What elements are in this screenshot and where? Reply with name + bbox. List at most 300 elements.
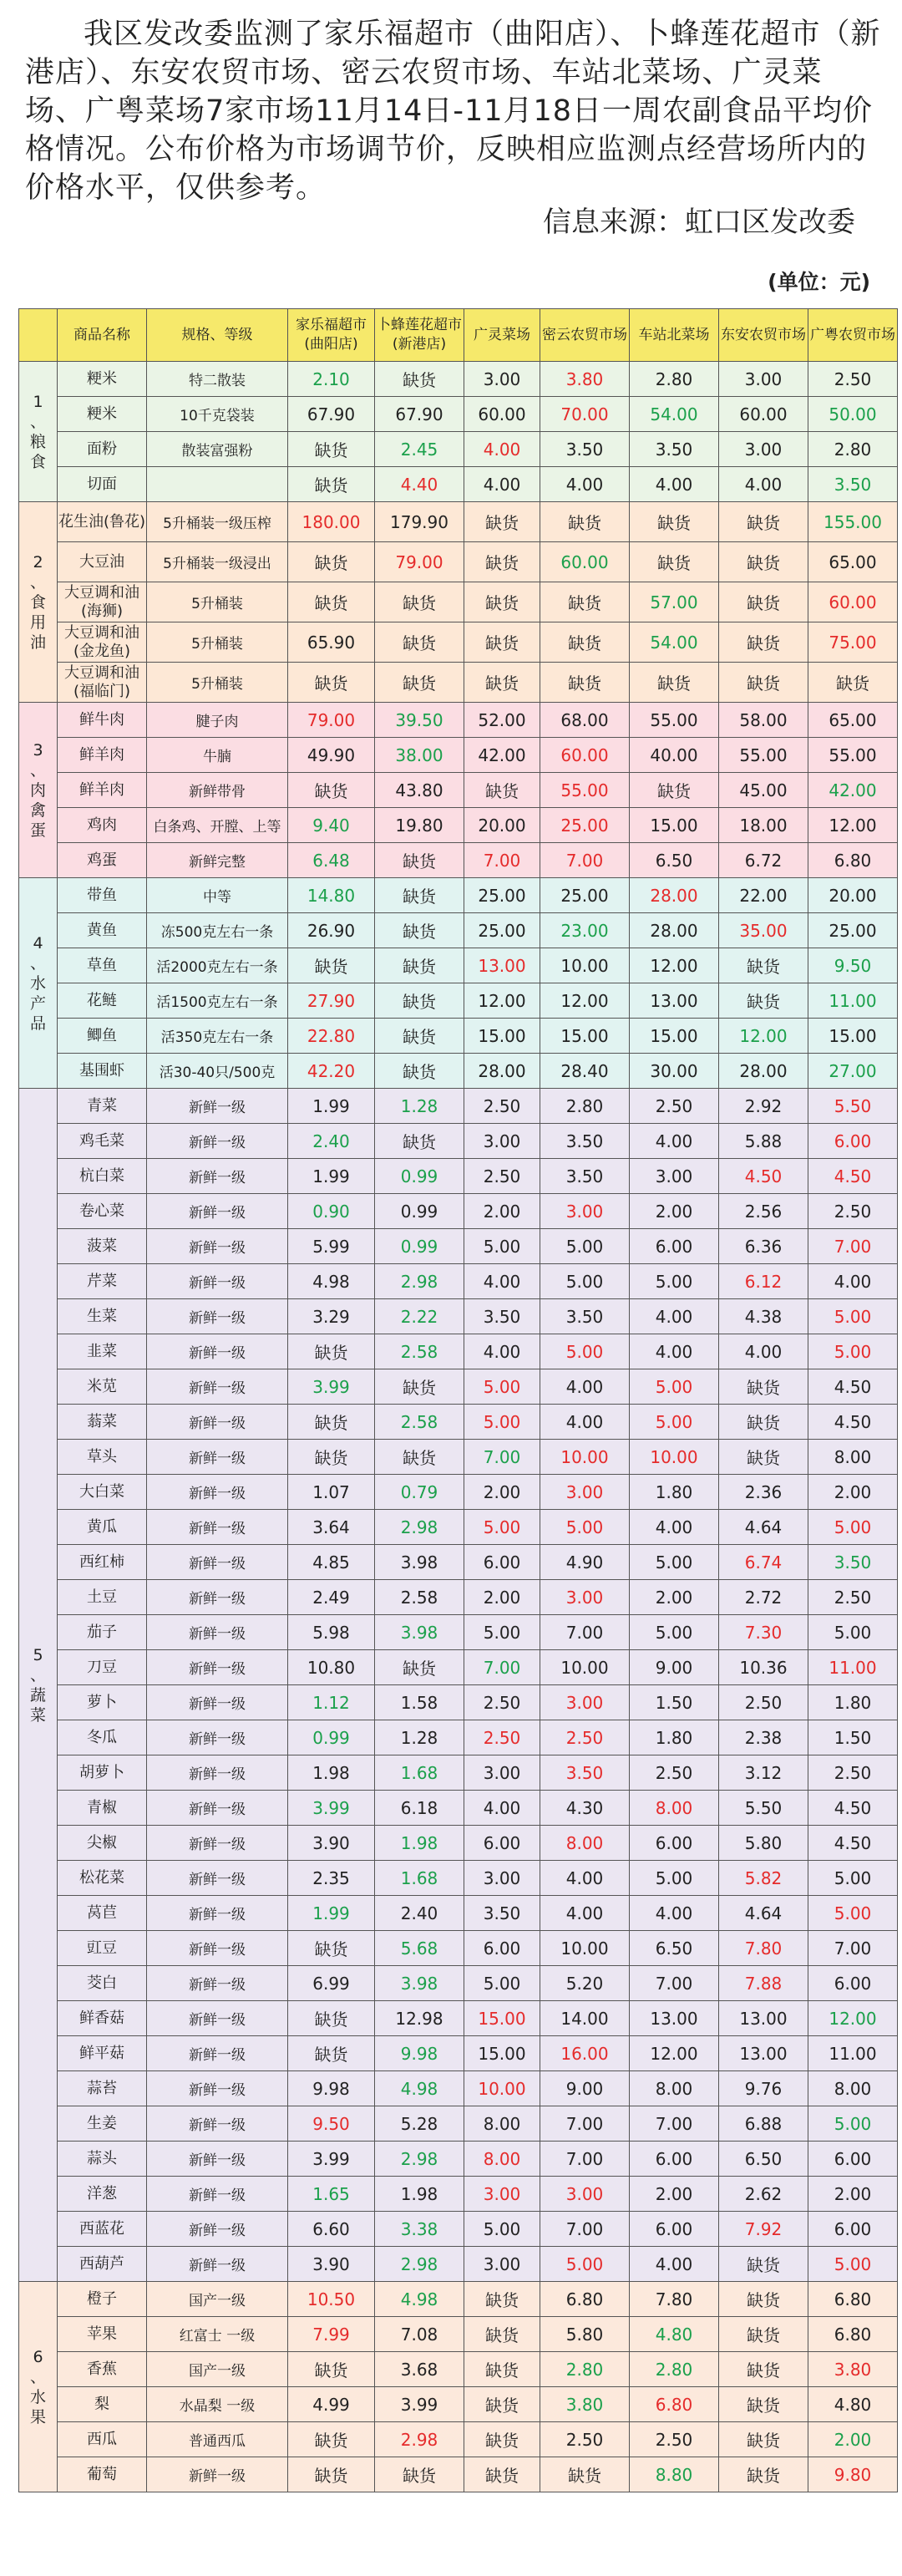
price-cell: 缺货 [375, 622, 464, 663]
item-name-cell: 鲜牛肉 [58, 703, 147, 738]
price-cell: 3.29 [288, 1299, 375, 1334]
table-row [19, 2177, 898, 2212]
price-cell: 缺货 [719, 582, 808, 622]
price-cell: 缺货 [464, 542, 540, 582]
price-cell: 3.00 [719, 432, 808, 467]
table-row [19, 1054, 898, 1089]
price-cell: 4.00 [540, 1369, 630, 1405]
spec-cell: 新鲜一级 [147, 1440, 288, 1475]
price-cell: 2.00 [464, 1580, 540, 1615]
item-name-cell: 生姜 [58, 2106, 147, 2142]
price-cell: 缺货 [288, 1334, 375, 1369]
price-cell: 19.80 [375, 808, 464, 843]
price-cell: 缺货 [540, 663, 630, 703]
price-cell: 1.99 [288, 1089, 375, 1124]
price-cell: 缺货 [719, 663, 808, 703]
price-cell: 4.40 [375, 467, 464, 502]
price-cell: 2.38 [719, 1720, 808, 1755]
price-cell: 15.00 [630, 808, 719, 843]
price-cell: 2.00 [808, 2422, 898, 2457]
price-cell: 2.80 [540, 1089, 630, 1124]
price-cell: 6.00 [808, 2142, 898, 2177]
price-cell: 缺货 [719, 2422, 808, 2457]
price-cell: 3.80 [540, 362, 630, 397]
price-cell: 10.00 [540, 1931, 630, 1966]
price-cell: 缺货 [464, 2387, 540, 2422]
item-name-cell: 草头 [58, 1440, 147, 1475]
price-cell: 缺货 [375, 582, 464, 622]
price-cell: 缺货 [288, 2001, 375, 2036]
price-cell: 缺货 [288, 773, 375, 808]
price-cell: 11.00 [808, 2036, 898, 2071]
table-row [19, 2247, 898, 2282]
item-name-cell: 茭白 [58, 1966, 147, 2001]
table-row [19, 2036, 898, 2071]
price-cell: 6.00 [464, 1826, 540, 1861]
category-label-char: 2 [33, 552, 43, 572]
table-row [19, 663, 898, 703]
price-cell: 13.00 [719, 2036, 808, 2071]
category-label-char: 、 [29, 1665, 46, 1684]
header-category [19, 309, 58, 362]
price-cell: 5.00 [630, 1405, 719, 1440]
price-cell: 2.00 [630, 2177, 719, 2212]
price-cell: 3.50 [808, 467, 898, 502]
table-row [19, 1124, 898, 1159]
spec-cell: 新鲜一级 [147, 1405, 288, 1440]
price-cell: 5.50 [719, 1791, 808, 1826]
item-name-cell: 橙子 [58, 2282, 147, 2317]
spec-cell: 新鲜一级 [147, 2001, 288, 2036]
price-cell: 5.00 [808, 1299, 898, 1334]
table-row [19, 1019, 898, 1054]
price-cell: 9.50 [808, 948, 898, 983]
price-cell: 20.00 [464, 808, 540, 843]
price-cell: 5.00 [630, 1369, 719, 1405]
price-cell: 6.00 [464, 1545, 540, 1580]
price-cell: 6.80 [540, 2282, 630, 2317]
price-cell: 2.58 [375, 1405, 464, 1440]
price-cell: 180.00 [288, 502, 375, 542]
category-label-char: 3 [33, 740, 43, 760]
price-cell: 4.00 [540, 1896, 630, 1931]
spec-cell: 腱子肉 [147, 703, 288, 738]
price-cell: 2.50 [540, 2422, 630, 2457]
price-cell: 9.76 [719, 2071, 808, 2106]
price-cell: 5.00 [540, 1229, 630, 1264]
price-cell: 15.00 [464, 1019, 540, 1054]
price-cell: 4.98 [375, 2282, 464, 2317]
price-cell: 4.50 [808, 1369, 898, 1405]
price-cell: 6.00 [630, 2212, 719, 2247]
item-name-cell: 西葫芦 [58, 2247, 147, 2282]
price-cell: 55.00 [719, 738, 808, 773]
price-cell: 1.07 [288, 1475, 375, 1510]
price-cell: 52.00 [464, 703, 540, 738]
category-label-char: 品 [29, 1014, 46, 1033]
price-cell: 13.00 [630, 2001, 719, 2036]
spec-cell: 新鲜一级 [147, 1615, 288, 1650]
price-cell: 2.92 [719, 1089, 808, 1124]
price-cell: 75.00 [808, 622, 898, 663]
price-cell: 7.88 [719, 1966, 808, 2001]
spec-cell: 红富士 一级 [147, 2317, 288, 2352]
price-cell: 3.00 [540, 1475, 630, 1510]
price-cell: 2.35 [288, 1861, 375, 1896]
price-cell: 缺货 [288, 948, 375, 983]
price-cell: 5.00 [630, 1545, 719, 1580]
price-cell: 7.00 [630, 2106, 719, 2142]
price-cell: 28.40 [540, 1054, 630, 1089]
item-name-cell: 蒜苔 [58, 2071, 147, 2106]
price-cell: 2.50 [630, 1755, 719, 1791]
price-cell: 68.00 [540, 703, 630, 738]
item-name-cell: 黄鱼 [58, 913, 147, 948]
price-cell: 54.00 [630, 397, 719, 432]
price-cell: 1.99 [288, 1896, 375, 1931]
price-cell: 3.50 [808, 1545, 898, 1580]
spec-cell: 新鲜一级 [147, 1720, 288, 1755]
price-cell: 4.38 [719, 1299, 808, 1334]
table-row [19, 1685, 898, 1720]
price-cell: 5.00 [464, 1229, 540, 1264]
price-cell: 5.00 [464, 2212, 540, 2247]
price-cell: 缺货 [288, 1931, 375, 1966]
table-row [19, 1089, 898, 1124]
price-cell: 4.00 [540, 467, 630, 502]
category-label-char: 肉 [29, 780, 46, 800]
table-row [19, 1896, 898, 1931]
price-cell: 3.90 [288, 1826, 375, 1861]
spec-cell: 新鲜一级 [147, 2177, 288, 2212]
price-cell: 13.00 [630, 983, 719, 1019]
category-label-char: 蔬 [29, 1685, 46, 1705]
price-cell: 6.00 [630, 1826, 719, 1861]
price-cell: 4.98 [288, 1264, 375, 1299]
spec-cell: 新鲜一级 [147, 1545, 288, 1580]
price-cell: 3.99 [375, 2387, 464, 2422]
price-cell: 15.00 [540, 1019, 630, 1054]
item-name-cell: 苹果 [58, 2317, 147, 2352]
price-table [18, 308, 898, 2492]
spec-cell: 新鲜一级 [147, 1966, 288, 2001]
price-cell: 1.98 [375, 1826, 464, 1861]
price-cell: 60.00 [540, 738, 630, 773]
price-cell: 缺货 [288, 432, 375, 467]
table-row [19, 1545, 898, 1580]
item-name-cell: 鸡毛菜 [58, 1124, 147, 1159]
item-name-cell: 杭白菜 [58, 1159, 147, 1194]
price-cell: 2.00 [464, 1475, 540, 1510]
category-cell [19, 1089, 58, 2282]
price-cell: 10.50 [288, 2282, 375, 2317]
price-cell: 2.80 [630, 2352, 719, 2387]
price-cell: 2.62 [719, 2177, 808, 2212]
price-cell: 3.00 [540, 1194, 630, 1229]
price-cell: 1.12 [288, 1685, 375, 1720]
price-cell: 缺货 [464, 2282, 540, 2317]
price-cell: 缺货 [375, 1369, 464, 1405]
table-row [19, 1299, 898, 1334]
price-cell: 缺货 [288, 2036, 375, 2071]
price-cell: 缺货 [719, 983, 808, 1019]
price-cell: 25.00 [464, 878, 540, 913]
price-cell: 5.28 [375, 2106, 464, 2142]
price-cell: 缺货 [719, 1440, 808, 1475]
price-cell: 14.00 [540, 2001, 630, 2036]
price-cell: 7.30 [719, 1615, 808, 1650]
table-row [19, 2457, 898, 2492]
price-cell: 20.00 [808, 878, 898, 913]
table-row [19, 542, 898, 582]
price-cell: 42.00 [464, 738, 540, 773]
price-cell: 1.28 [375, 1720, 464, 1755]
spec-cell [147, 467, 288, 502]
category-cell [19, 2282, 58, 2492]
table-row [19, 1966, 898, 2001]
item-name-cell: 卷心菜 [58, 1194, 147, 1229]
price-cell: 缺货 [630, 542, 719, 582]
price-cell: 4.30 [540, 1791, 630, 1826]
spec-cell: 特二散装 [147, 362, 288, 397]
price-cell: 10.36 [719, 1650, 808, 1685]
price-cell: 5.00 [540, 1334, 630, 1369]
info-source: 信息来源：虹口区发改委 [543, 206, 855, 239]
price-cell: 缺货 [288, 1440, 375, 1475]
price-cell: 3.50 [540, 1159, 630, 1194]
table-row [19, 432, 898, 467]
price-cell: 25.00 [808, 913, 898, 948]
price-cell: 25.00 [540, 808, 630, 843]
price-cell: 28.00 [464, 1054, 540, 1089]
spec-cell: 新鲜一级 [147, 2142, 288, 2177]
price-cell: 缺货 [288, 2422, 375, 2457]
price-cell: 6.80 [808, 2282, 898, 2317]
price-cell: 1.80 [808, 1685, 898, 1720]
price-cell: 5.00 [630, 1861, 719, 1896]
price-cell: 12.00 [630, 948, 719, 983]
price-cell: 缺货 [288, 542, 375, 582]
spec-cell: 新鲜一级 [147, 2106, 288, 2142]
item-name-cell: 大豆调和油(海狮) [58, 582, 147, 622]
price-cell: 2.50 [808, 1580, 898, 1615]
price-cell: 缺货 [464, 773, 540, 808]
price-cell: 2.00 [808, 2177, 898, 2212]
price-cell: 缺货 [719, 502, 808, 542]
spec-cell: 活30-40只/500克 [147, 1054, 288, 1089]
price-cell: 3.00 [464, 1755, 540, 1791]
price-cell: 57.00 [630, 582, 719, 622]
spec-cell: 新鲜一级 [147, 1650, 288, 1685]
price-cell: 10.00 [540, 948, 630, 983]
price-cell: 6.00 [464, 1931, 540, 1966]
price-cell: 缺货 [464, 2457, 540, 2492]
price-cell: 缺货 [288, 467, 375, 502]
table-row [19, 1650, 898, 1685]
table-row [19, 1580, 898, 1615]
price-cell: 9.40 [288, 808, 375, 843]
price-cell: 2.00 [630, 1580, 719, 1615]
item-name-cell: 蓊菜 [58, 1405, 147, 1440]
table-row [19, 1440, 898, 1475]
price-cell: 2.50 [464, 1685, 540, 1720]
price-cell: 8.80 [630, 2457, 719, 2492]
category-label-char: 4 [33, 933, 43, 953]
spec-cell: 新鲜一级 [147, 2212, 288, 2247]
price-cell: 2.56 [719, 1194, 808, 1229]
price-cell: 3.99 [288, 1369, 375, 1405]
price-cell: 7.00 [464, 1650, 540, 1685]
price-cell: 42.00 [808, 773, 898, 808]
category-label-char: 1 [33, 392, 43, 411]
price-cell: 3.99 [288, 1791, 375, 1826]
table-row [19, 2422, 898, 2457]
price-cell: 6.00 [808, 1124, 898, 1159]
spec-cell: 新鲜一级 [147, 1369, 288, 1405]
spec-cell: 活1500克左右一条 [147, 983, 288, 1019]
price-cell: 5.20 [540, 1966, 630, 2001]
item-name-cell: 花鲢 [58, 983, 147, 1019]
price-cell: 2.00 [630, 1194, 719, 1229]
price-cell: 4.98 [375, 2071, 464, 2106]
item-name-cell: 梨 [58, 2387, 147, 2422]
item-name-cell: 带鱼 [58, 878, 147, 913]
price-cell: 8.00 [808, 2071, 898, 2106]
price-cell: 缺货 [464, 2317, 540, 2352]
table-row [19, 1369, 898, 1405]
price-cell: 5.00 [464, 1615, 540, 1650]
category-label-char: 、 [29, 953, 46, 973]
spec-cell: 新鲜一级 [147, 1861, 288, 1896]
price-cell: 3.00 [464, 2177, 540, 2212]
table-row [19, 2001, 898, 2036]
price-cell: 5.68 [375, 1931, 464, 1966]
price-cell: 60.00 [808, 582, 898, 622]
header-guangyue: 广粤农贸市场 [808, 309, 898, 362]
price-cell: 缺货 [375, 1019, 464, 1054]
price-cell: 30.00 [630, 1054, 719, 1089]
price-cell: 155.00 [808, 502, 898, 542]
price-cell: 6.36 [719, 1229, 808, 1264]
price-cell: 79.00 [375, 542, 464, 582]
spec-cell: 水晶梨 一级 [147, 2387, 288, 2422]
table-row [19, 2282, 898, 2317]
category-label-char: 水 [29, 973, 46, 993]
price-cell: 79.00 [288, 703, 375, 738]
price-cell: 2.80 [540, 2352, 630, 2387]
price-cell: 2.98 [375, 2247, 464, 2282]
price-cell: 11.00 [808, 1650, 898, 1685]
table-row [19, 1405, 898, 1440]
price-cell: 2.00 [808, 1475, 898, 1510]
price-cell: 6.99 [288, 1966, 375, 2001]
price-cell: 2.45 [375, 432, 464, 467]
price-cell: 6.80 [808, 2317, 898, 2352]
category-label-char: 菜 [29, 1705, 46, 1725]
category-cell [19, 362, 58, 502]
category-label-char: 6 [33, 2347, 43, 2366]
price-cell: 55.00 [630, 703, 719, 738]
price-cell: 4.64 [719, 1510, 808, 1545]
header-dongan: 东安农贸市场 [719, 309, 808, 362]
price-cell: 3.50 [540, 432, 630, 467]
table-row [19, 622, 898, 663]
price-cell: 2.58 [375, 1580, 464, 1615]
item-name-cell: 洋葱 [58, 2177, 147, 2212]
price-cell: 缺货 [375, 2457, 464, 2492]
item-name-cell: 青椒 [58, 1791, 147, 1826]
price-cell: 6.50 [630, 843, 719, 878]
price-cell: 缺货 [540, 582, 630, 622]
spec-cell: 新鲜一级 [147, 2247, 288, 2282]
price-cell: 70.00 [540, 397, 630, 432]
table-row [19, 878, 898, 913]
item-name-cell: 香蕉 [58, 2352, 147, 2387]
price-cell: 67.90 [375, 397, 464, 432]
item-name-cell: 鸡蛋 [58, 843, 147, 878]
price-cell: 3.50 [630, 432, 719, 467]
table-row [19, 948, 898, 983]
price-cell: 28.00 [630, 913, 719, 948]
spec-cell: 新鲜一级 [147, 1685, 288, 1720]
price-cell: 1.80 [630, 1475, 719, 1510]
category-label-char: 、 [29, 412, 46, 431]
price-cell: 0.99 [375, 1194, 464, 1229]
price-cell: 2.50 [464, 1720, 540, 1755]
category-label-char: 、 [29, 2367, 46, 2386]
category-label-char: 5 [33, 1645, 43, 1664]
price-cell: 9.50 [288, 2106, 375, 2142]
spec-cell: 活350克左右一条 [147, 1019, 288, 1054]
table-body [19, 362, 898, 2492]
table-row [19, 582, 898, 622]
price-cell: 4.90 [540, 1545, 630, 1580]
spec-cell: 活2000克左右一条 [147, 948, 288, 983]
table-row [19, 397, 898, 432]
header-item-name: 商品名称 [58, 309, 147, 362]
price-cell: 2.98 [375, 1264, 464, 1299]
item-name-cell: 鲜平菇 [58, 2036, 147, 2071]
category-label-char: 、 [29, 572, 46, 592]
price-cell: 12.00 [719, 1019, 808, 1054]
table-row [19, 738, 898, 773]
price-cell: 6.00 [630, 2142, 719, 2177]
price-cell: 7.80 [630, 2282, 719, 2317]
price-cell: 10.00 [540, 1650, 630, 1685]
spec-cell: 新鲜带骨 [147, 773, 288, 808]
price-cell: 3.98 [375, 1615, 464, 1650]
item-name-cell: 土豆 [58, 1580, 147, 1615]
price-cell: 5.80 [540, 2317, 630, 2352]
price-cell: 缺货 [375, 843, 464, 878]
price-cell: 3.38 [375, 2212, 464, 2247]
price-cell: 5.50 [808, 1089, 898, 1124]
item-name-cell: 葡萄 [58, 2457, 147, 2492]
table-row [19, 1931, 898, 1966]
price-cell: 缺货 [288, 663, 375, 703]
item-name-cell: 西红柿 [58, 1545, 147, 1580]
price-cell: 7.00 [464, 843, 540, 878]
price-cell: 3.12 [719, 1755, 808, 1791]
price-cell: 3.80 [540, 2387, 630, 2422]
price-cell: 3.00 [464, 1861, 540, 1896]
item-name-cell: 基围虾 [58, 1054, 147, 1089]
spec-cell: 新鲜一级 [147, 2457, 288, 2492]
price-cell: 1.28 [375, 1089, 464, 1124]
price-cell: 6.00 [808, 1966, 898, 2001]
category-label-char: 、 [29, 760, 46, 780]
category-label-char: 食 [29, 592, 46, 612]
